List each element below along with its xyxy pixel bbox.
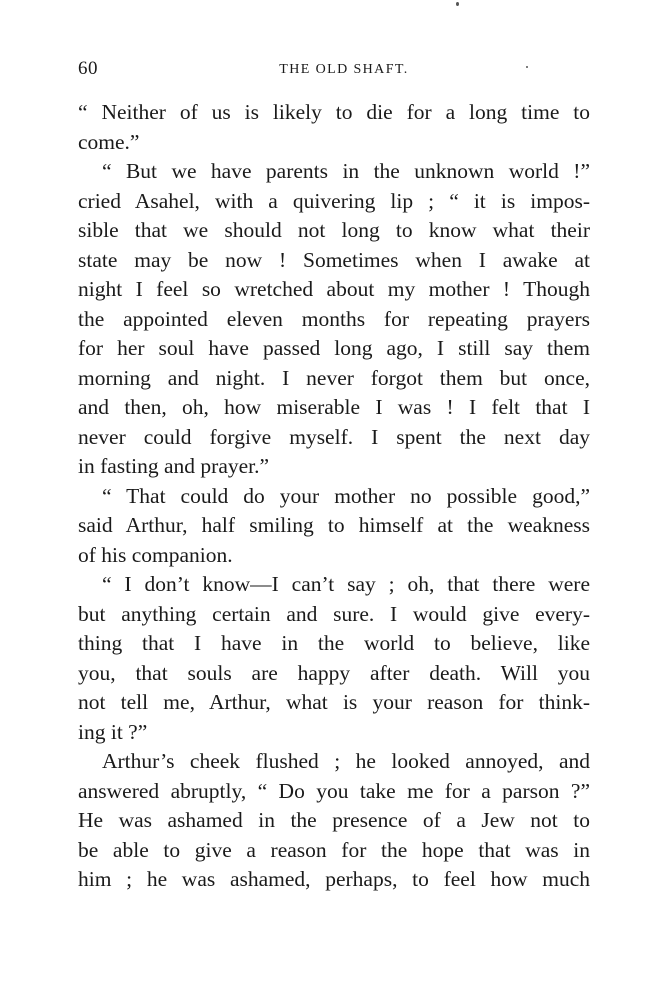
- text-line: sible that we should not long to know what their: [78, 218, 590, 242]
- print-speck: [456, 2, 459, 6]
- text-line: Arthur’s cheek flushed ; he looked annoyed, and: [102, 749, 590, 773]
- text-line: and then, oh, how miserable I was ! I felt that I: [78, 395, 590, 419]
- text-line: state may be now ! Sometimes when I awake at: [78, 247, 590, 272]
- text-line: not tell me, Arthur, what is your reason for think-: [78, 690, 590, 714]
- text-line: you, that souls are happy after death. Will you: [78, 660, 590, 685]
- text-line: “ That could do your mother no possible good,”: [102, 483, 590, 508]
- text-line: night I feel so wretched about my mother ! Though: [78, 277, 590, 301]
- text-line: the appointed eleven months for repeating prayers: [78, 306, 590, 331]
- text-line: “ But we have parents in the unknown world !”: [102, 159, 590, 183]
- body-text: [78, 98, 590, 895]
- text-line: come.”: [78, 129, 140, 154]
- text-line: answered abruptly, “ Do you take me for a parson ?”: [78, 778, 590, 803]
- text-line: in fasting and prayer.”: [78, 454, 270, 478]
- text-line: He was ashamed in the presence of a Jew not to: [78, 808, 590, 832]
- text-line: thing that I have in the world to believe, like: [78, 631, 590, 655]
- text-line: morning and night. I never forgot them but once,: [78, 365, 590, 390]
- text-line: never could forgive myself. I spent the next day: [78, 424, 590, 449]
- text-line: of his companion.: [78, 542, 233, 567]
- running-title: THE OLD SHAFT.: [279, 62, 409, 77]
- page-number: 60: [78, 58, 98, 79]
- text-line: “ Neither of us is likely to die for a long time to: [78, 100, 590, 124]
- running-head: [78, 58, 590, 84]
- text-line: cried Asahel, with a quivering lip ; “ it is impos-: [78, 188, 590, 213]
- text-line: but anything certain and sure. I would give every-: [78, 601, 590, 626]
- text-line: for her soul have passed long ago, I still say them: [78, 336, 590, 360]
- text-line: said Arthur, half smiling to himself at the weakness: [78, 513, 590, 537]
- text-line: “ I don’t know—I can’t say ; oh, that there were: [102, 572, 590, 596]
- text-line: ing it ?”: [78, 719, 148, 744]
- text-line: be able to give a reason for the hope that was in: [78, 837, 590, 862]
- text-line: him ; he was ashamed, perhaps, to feel how much: [78, 867, 590, 891]
